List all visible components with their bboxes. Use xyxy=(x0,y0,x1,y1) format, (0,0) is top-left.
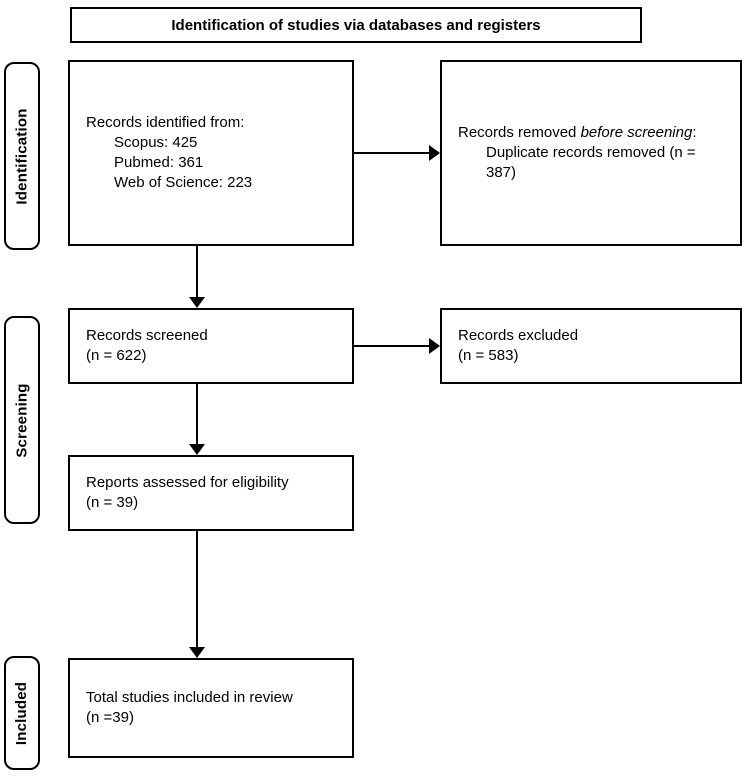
records-screened-line2: (n = 622) xyxy=(86,347,147,364)
arrow-shaft xyxy=(354,152,429,154)
records-excluded-line2: (n = 583) xyxy=(458,347,519,364)
stage-screening-label: Screening xyxy=(13,382,31,458)
studies-included-line1: Total studies included in review xyxy=(86,689,293,706)
arrow-head-right-icon xyxy=(429,338,440,354)
arrow-shaft xyxy=(196,384,198,444)
records-excluded-line1: Records excluded xyxy=(458,327,579,344)
studies-included-line2: (n =39) xyxy=(86,709,134,726)
arrow-screened-to-assessed xyxy=(189,384,205,455)
arrow-screened-to-excluded xyxy=(354,338,440,354)
records-screened-line1: Records screened xyxy=(86,327,208,344)
arrow-head-right-icon xyxy=(429,145,440,161)
diagram-title: Identification of studies via databases and registers xyxy=(171,16,541,34)
records-removed-detail: Duplicate records removed (n = 387) xyxy=(486,144,696,181)
studies-included-box xyxy=(68,658,354,758)
arrow-shaft xyxy=(196,246,198,297)
arrow-head-down-icon xyxy=(189,647,205,658)
arrow-shaft xyxy=(196,531,198,647)
reports-assessed-box xyxy=(68,455,354,531)
arrow-head-down-icon xyxy=(189,444,205,455)
records-removed-title xyxy=(458,123,728,143)
arrow-identified-to-screened xyxy=(189,246,205,308)
reports-assessed-line2: (n = 39) xyxy=(86,494,139,511)
records-identified-box xyxy=(68,60,354,246)
stage-included xyxy=(4,656,40,770)
records-removed-title-italic: before screening xyxy=(580,124,693,141)
arrow-identified-to-removed xyxy=(354,145,440,161)
stage-identification xyxy=(4,62,40,250)
diagram-title-box xyxy=(70,7,642,43)
records-identified-source-wos: Web of Science: 223 xyxy=(114,174,253,191)
arrow-head-down-icon xyxy=(189,297,205,308)
records-screened-box xyxy=(68,308,354,384)
records-identified-title: Records identified from: xyxy=(86,114,245,131)
records-removed-title-suffix: : xyxy=(692,124,697,141)
arrow-shaft xyxy=(354,345,429,347)
stage-included-label: Included xyxy=(13,681,31,745)
records-identified-source-pubmed: Pubmed: 361 xyxy=(114,154,204,171)
stage-identification-label: Identification xyxy=(13,107,31,205)
records-removed-title-prefix: Records removed xyxy=(458,124,581,141)
reports-assessed-line1: Reports assessed for eligibility xyxy=(86,474,289,491)
records-excluded-box xyxy=(440,308,742,384)
records-identified-source-scopus: Scopus: 425 xyxy=(114,134,198,151)
stage-screening xyxy=(4,316,40,524)
records-removed-box xyxy=(440,60,742,246)
arrow-assessed-to-included xyxy=(189,531,205,658)
